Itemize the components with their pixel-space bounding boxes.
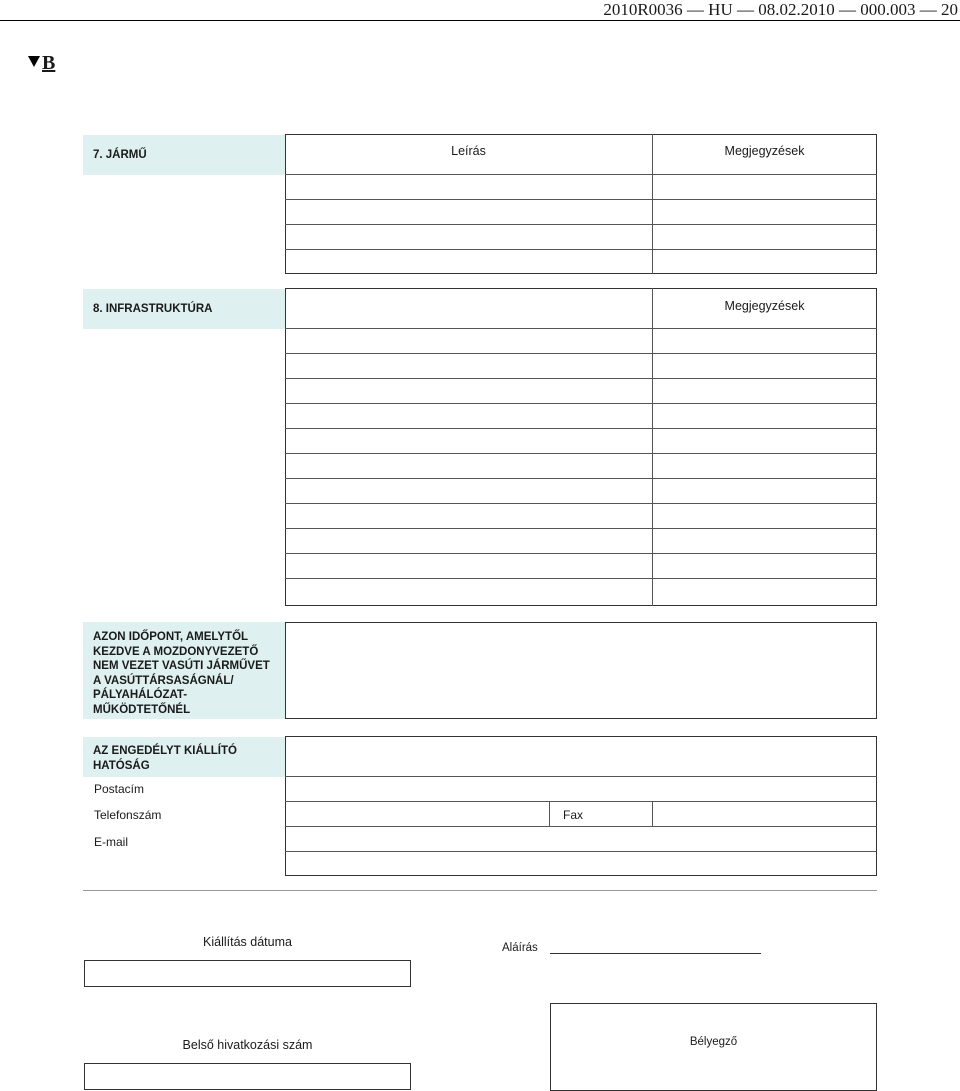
infrastructure-col-remarks: Megjegyzések	[724, 299, 805, 313]
infrastructure-remarks-input[interactable]	[653, 329, 876, 605]
vehicle-description-input[interactable]	[286, 175, 652, 273]
section-end-date-title: AZON IDŐPONT, AMELYTŐL KEZDVE A MOZDONYVEZETŐ NEM VEZET VASÚTI JÁRMŰVET A VASÚTTÁRSASÁGNÁL/ PÁLYAHÁLÓZAT-MŰKÖDTETŐNÉL	[83, 622, 285, 719]
section-infrastructure-title: 8. INFRASTRUKTÚRA	[83, 289, 285, 329]
issue-date-label: Kiállítás dátuma	[203, 935, 292, 949]
footer-separator	[83, 890, 877, 891]
postal-address-label: Postacím	[94, 782, 145, 796]
amendment-marker	[28, 52, 55, 75]
section-vehicle-title: 7. JÁRMŰ	[83, 135, 285, 175]
fax-input[interactable]	[653, 802, 876, 826]
internal-ref-input[interactable]	[84, 1063, 411, 1090]
end-date-input[interactable]	[285, 622, 877, 719]
issue-date-input[interactable]	[84, 960, 411, 987]
fax-label: Fax	[563, 808, 584, 822]
postal-address-input[interactable]	[286, 777, 876, 801]
document-reference: 2010R0036 — HU — 08.02.2010 — 000.003 — 20	[603, 0, 958, 19]
vehicle-col-remarks: Megjegyzések	[724, 144, 805, 158]
signature-label: Aláírás	[502, 942, 538, 954]
infrastructure-description-input[interactable]	[286, 329, 652, 605]
email-input[interactable]	[286, 852, 876, 875]
internal-ref-label: Belső hivatkozási szám	[182, 1038, 313, 1052]
triangle-down-icon	[28, 56, 40, 67]
phone-label: Telefonszám	[94, 808, 162, 822]
email-label: E-mail	[94, 835, 129, 849]
header-rule	[0, 20, 960, 21]
authority-extra-input[interactable]	[286, 827, 876, 851]
phone-input[interactable]	[286, 802, 549, 826]
marker-letter: B	[42, 52, 56, 74]
authority-name-input[interactable]	[286, 737, 876, 776]
signature-line[interactable]	[550, 953, 761, 954]
stamp-label: Bélyegző	[689, 1036, 738, 1048]
fax-divider-left	[549, 801, 550, 826]
section-authority-title: AZ ENGEDÉLYT KIÁLLÍTÓ HATÓSÁG	[83, 737, 285, 777]
vehicle-col-description: Leírás	[451, 144, 486, 158]
vehicle-remarks-input[interactable]	[653, 175, 876, 273]
